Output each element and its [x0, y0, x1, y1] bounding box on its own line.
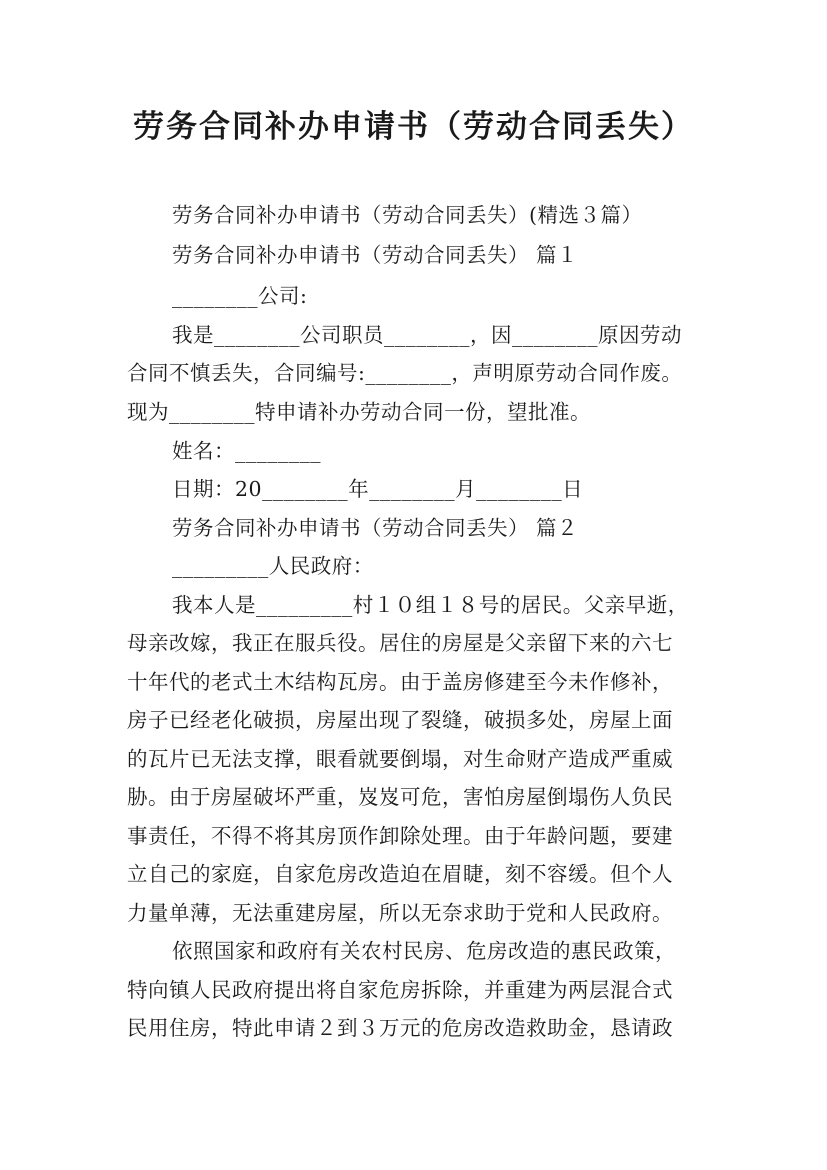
body-line: 房子已经老化破损，房屋出现了裂缝，破损多处，房屋上面 — [127, 708, 673, 732]
document-title: 劳务合同补办申请书（劳动合同丢失） — [133, 109, 694, 145]
date-line: 日期：20________年________月________日 — [172, 477, 584, 501]
body-line: 母亲改嫁，我正在服兵役。居住的房屋是父亲留下来的六七 — [127, 631, 673, 655]
body-line: 合同不慎丢失，合同编号:________，声明原劳动合同作废。 — [127, 361, 683, 385]
body-line: 事责任，不得不将其房顶作卸除处理。由于年龄问题，要建 — [127, 824, 673, 848]
body-line: 现为________特申请补办劳动合同一份，望批准。 — [127, 400, 591, 424]
body-line: 胁。由于房屋破坏严重，岌岌可危，害怕房屋倒塌伤人负民 — [127, 785, 673, 809]
subtitle-line: 劳务合同补办申请书（劳动合同丢失）(精选３篇） — [172, 203, 643, 227]
body-line: 力量单薄，无法重建房屋，所以无奈求助于党和人民政府。 — [127, 901, 673, 925]
addressee-line: ________公司: — [172, 284, 308, 308]
section-heading-2: 劳务合同补办申请书（劳动合同丢失） 篇２ — [172, 516, 579, 540]
name-line: 姓名：________ — [172, 439, 321, 463]
section-heading-1: 劳务合同补办申请书（劳动合同丢失） 篇１ — [172, 243, 579, 267]
body-line: 的瓦片已无法支撑，眼看就要倒塌，对生命财产造成严重威 — [127, 747, 673, 771]
body-line: 我是________公司职员________，因________原因劳动 — [172, 323, 682, 347]
body-line: 依照国家和政府有关农村民房、危房改造的惠民政策， — [172, 939, 676, 963]
body-line: 民用住房，特此申请２到３万元的危房改造救助金，恳请政 — [127, 1016, 673, 1040]
body-line: 我本人是_________村１０组１８号的居民。父亲早逝， — [172, 593, 689, 617]
body-line: 立自己的家庭，自家危房改造迫在眉睫，刻不容缓。但个人 — [127, 862, 673, 886]
addressee-line: _________人民政府： — [172, 554, 374, 578]
body-line: 特向镇人民政府提出将自家危房拆除，并重建为两层混合式 — [127, 978, 673, 1002]
body-line: 十年代的老式土木结构瓦房。由于盖房修建至今未作修补， — [127, 670, 673, 694]
